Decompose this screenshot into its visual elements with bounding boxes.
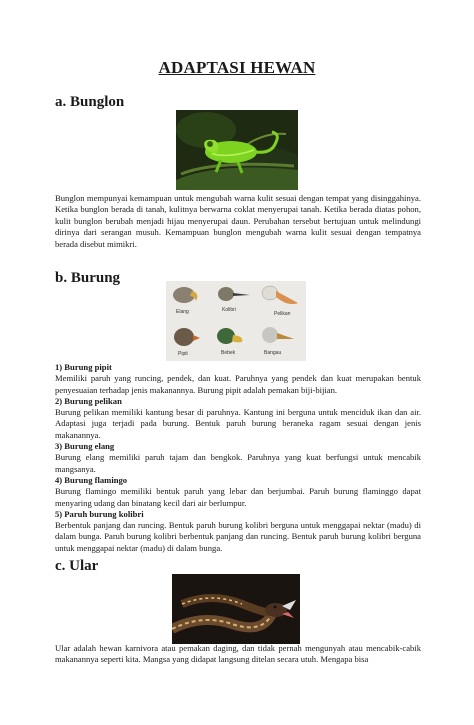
item-text: Burung elang memiliki paruh tajam dan bengkok. Paruhnya yang kuat berfungsi untuk mencabik mangsanya. [55,452,421,474]
item-text: Berbentuk panjang dan runcing. Bentuk paruh burung kolibri berguna untuk menggapai nektar (madu) di dalam bunga. Paruh burung kolibri berbentuk panjang dan runcing. Bentuk paruh burung kolibri berguna untuk menggapai nektar (madu) di dalam bunga. [55,520,421,553]
bird-beaks-image [166,281,306,361]
bird-label-elang: Elang [176,309,189,315]
item-title: 1) Burung pipit [55,362,112,372]
heading-bunglon: a. Bunglon [55,94,125,110]
bird-label-bebek: Bebek [221,350,236,356]
item-title: 3) Burung elang [55,441,115,452]
bird-label-pelikan: Pelikan [274,311,291,317]
bird-label-pipit: Pipit [178,351,188,357]
item-title: 4) Burung flamingo [55,474,128,485]
heading-ular: c. Ular [55,558,99,574]
heading-burung: b. Burung [55,270,121,286]
list-item [55,441,421,475]
item-text: Memiliki paruh yang runcing, pendek, dan kuat. Paruhnya yang pendek dan kuat merupakan bentuk penyesuaian terhadap jenis makanannya. Burung pipit adalah pemakan biji-bijian. [55,373,421,395]
bird-label-bangau: Bangau [264,350,282,356]
item-text: Burung pelikan memiliki kantung besar di paruhnya. Kantung ini berguna untuk menciduk ikan dan air. Adaptasi juga terjadi pada burung. Bentuk paruh burung beraneka ragam sesuai dengan jenis makanannya. [55,407,421,440]
list-item [55,396,421,441]
snake-photo [172,574,300,644]
item-title: 5) Paruh burung kolibri [55,508,144,519]
list-item [55,362,421,396]
list-item [55,475,421,509]
ular-paragraph: Ular adalah hewan karnivora atau pemakan daging, dan tidak pernah mengunyah atau mencabik-cabik makanannya seperti kita. Mangsa yang didapat langsung ditelan secara utuh. Mengapa bisa [55,643,421,665]
list-item [55,509,421,554]
item-title: 2) Burung pelikan [55,395,122,406]
item-text: Burung flamingo memiliki bentuk paruh yang lebar dan berjumbai. Paruh burung flaminggo dapat menyaring udang dan binatang kecil dari air berlumpur. [55,486,421,508]
chameleon-photo [176,110,298,190]
bunglon-paragraph: Bunglon mempunyai kemampuan untuk mengubah warna kulit sesuai dengan tempat yang disinggahinya. Ketika bunglon berada di tanah, kulitnya berwarna coklat menyerupai tanah. Ketika berada diatas pohon, kulit bunglon berubah menjadi hijau menyerupai daun. Perubahan tersebut bertujuan untuk melindungi dirinya dari serangan musuh. Kemampuan bunglon mengubah warna kulit sesuai dengan tempatnya berada disebut mimikri. [55,193,421,249]
burung-list [55,362,421,554]
page-title: ADAPTASI HEWAN [158,58,316,77]
bird-label-kolibri: Kolibri [222,307,236,313]
